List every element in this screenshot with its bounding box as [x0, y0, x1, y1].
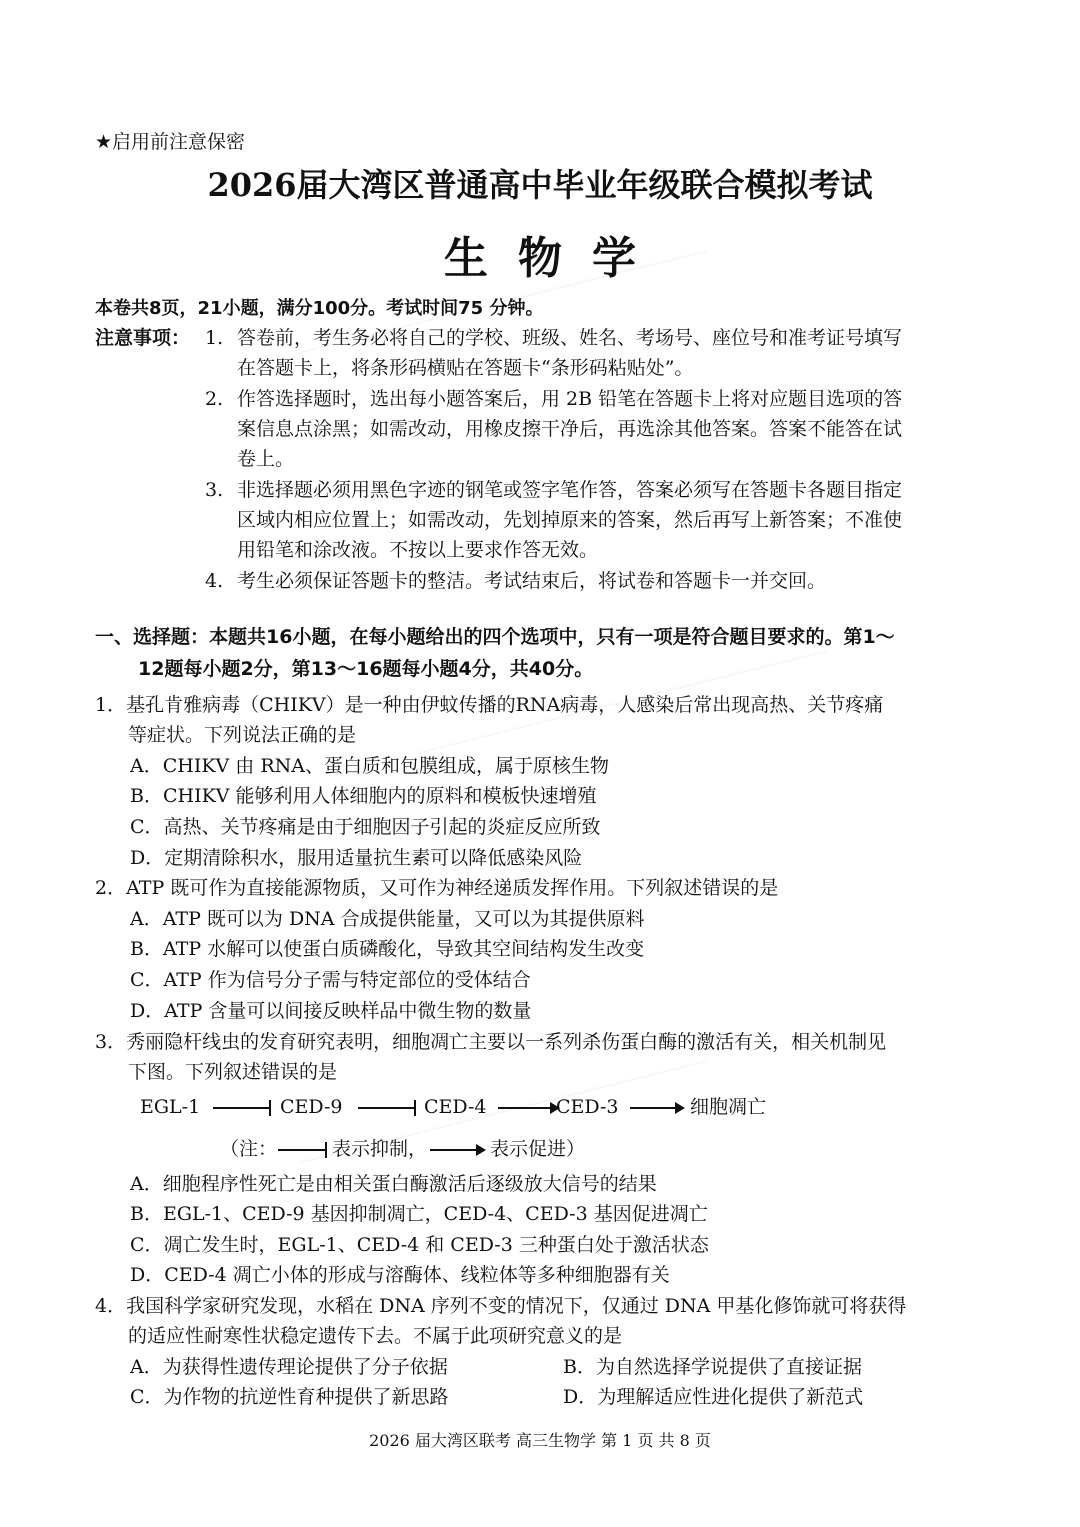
question-stem: 3．秀丽隐杆线虫的发育研究表明，细胞凋亡主要以一系列杀伤蛋白酶的激活有关，相关机制见: [95, 1031, 887, 1053]
question-stem: 4．我国科学家研究发现，水稻在 DNA 序列不变的情况下，仅通过 DNA 甲基化修饰就可将获得: [95, 1295, 907, 1317]
option: C．ATP 作为信号分子需与特定部位的受体结合: [130, 969, 531, 991]
option: A．CHIKV 由 RNA、蛋白质和包膜组成，属于原核生物: [130, 755, 609, 777]
note-number: 2.: [205, 388, 224, 410]
note-line: 作答选择题时，选出每小题答案后，用 2B 铅笔在答题卡上将对应题目选项的答: [237, 388, 903, 410]
option: D．为理解适应性进化提供了新范式: [563, 1386, 864, 1408]
note-number: 1.: [205, 327, 224, 349]
question-stem-cont: 等症状。下列说法正确的是: [128, 724, 357, 746]
section-heading-cont: 12题每小题2分，第13～16题每小题4分，共40分。: [138, 658, 594, 680]
note-line: 卷上。: [237, 448, 295, 470]
legend-prefix: （注：: [220, 1138, 278, 1160]
note-line: 考生必须保证答题卡的整洁。考试结束后，将试卷和答题卡一并交回。: [237, 570, 827, 592]
note-line: 区域内相应位置上；如需改动，先划掉原来的答案，然后再写上新答案；不准使: [237, 509, 903, 531]
legend-arrow-head: [476, 1144, 486, 1156]
page-footer: 2026 届大湾区联考 高三生物学 第 1 页 共 8 页: [369, 1431, 711, 1450]
note-number: 3.: [205, 479, 224, 501]
section-heading: 一、选择题：本题共16小题，在每小题给出的四个选项中，只有一项是符合题目要求的。第1～: [95, 626, 895, 648]
note-line: 用铅笔和涂改液。不按以上要求作答无效。: [237, 539, 599, 561]
confidential-mark: ★启用前注意保密: [95, 131, 246, 153]
note-line: 答卷前，考生务必将自己的学校、班级、姓名、考场号、座位号和准考证号填写: [237, 327, 903, 349]
option: A．为获得性遗传理论提供了分子依据: [130, 1356, 448, 1378]
option: B．为自然选择学说提供了直接证据: [563, 1356, 862, 1378]
node-apoptosis: 细胞凋亡: [690, 1096, 767, 1118]
option: D．ATP 含量可以间接反映样品中微生物的数量: [130, 1000, 532, 1022]
option: A．细胞程序性死亡是由相关蛋白酶激活后逐级放大信号的结果: [130, 1173, 657, 1195]
option: C．高热、关节疼痛是由于细胞因子引起的炎症反应所致: [130, 816, 601, 838]
option: B．EGL-1、CED-9 基因抑制凋亡，CED-4、CED-3 基因促进凋亡: [130, 1203, 708, 1225]
notes-label: 注意事项：: [95, 327, 191, 349]
node-egl1: EGL-1: [140, 1096, 201, 1118]
arrow-head: [675, 1102, 685, 1114]
note-line: 在答题卡上，将条形码横贴在答题卡“条形码粘贴处”。: [237, 357, 694, 379]
option: B．CHIKV 能够利用人体细胞内的原料和模板快速增殖: [130, 785, 597, 807]
exam-info: 本卷共8页，21小题，满分100分。考试时间75 分钟。: [95, 298, 544, 319]
question-stem: 2．ATP 既可作为直接能源物质，又可作为神经递质发挥作用。下列叙述错误的是: [95, 877, 779, 899]
node-ced9: CED-9: [280, 1096, 343, 1118]
option: C．为作物的抗逆性育种提供了新思路: [130, 1386, 449, 1408]
note-line: 案信息点涂黑；如需改动，用橡皮擦干净后，再选涂其他答案。答案不能答在试: [237, 418, 903, 440]
exam-title: 2026届大湾区普通高中毕业年级联合模拟考试: [207, 166, 873, 204]
pathway-diagram: [140, 1092, 840, 1172]
node-ced3: CED-3: [556, 1096, 619, 1118]
option: D．CED-4 凋亡小体的形成与溶酶体、线粒体等多种细胞器有关: [130, 1264, 670, 1286]
note-number: 4.: [205, 570, 224, 592]
option: D．定期清除积水，服用适量抗生素可以降低感染风险: [130, 847, 583, 869]
legend-promote-text: 表示促进）: [490, 1138, 586, 1160]
question-stem-cont: 下图。下列叙述错误的是: [128, 1061, 338, 1083]
option: B．ATP 水解可以使蛋白质磷酸化，导致其空间结构发生改变: [130, 938, 645, 960]
option: A．ATP 既可以为 DNA 合成提供能量，又可以为其提供原料: [130, 908, 645, 930]
subject-title: 生物学: [444, 233, 666, 284]
legend-inhibit-text: 表示抑制，: [332, 1138, 428, 1160]
option: C．凋亡发生时，EGL-1、CED-4 和 CED-3 三种蛋白处于激活状态: [130, 1234, 709, 1256]
note-line: 非选择题必须用黑色字迹的钢笔或签字笔作答，答案必须写在答题卡各题目指定: [237, 479, 903, 501]
node-ced4: CED-4: [424, 1096, 487, 1118]
question-stem: 1．基孔肯雅病毒（CHIKV）是一种由伊蚊传播的RNA病毒，人感染后常出现高热、关节疼痛: [95, 694, 884, 716]
question-stem-cont: 的适应性耐寒性状稳定遗传下去。不属于此项研究意义的是: [128, 1325, 623, 1347]
